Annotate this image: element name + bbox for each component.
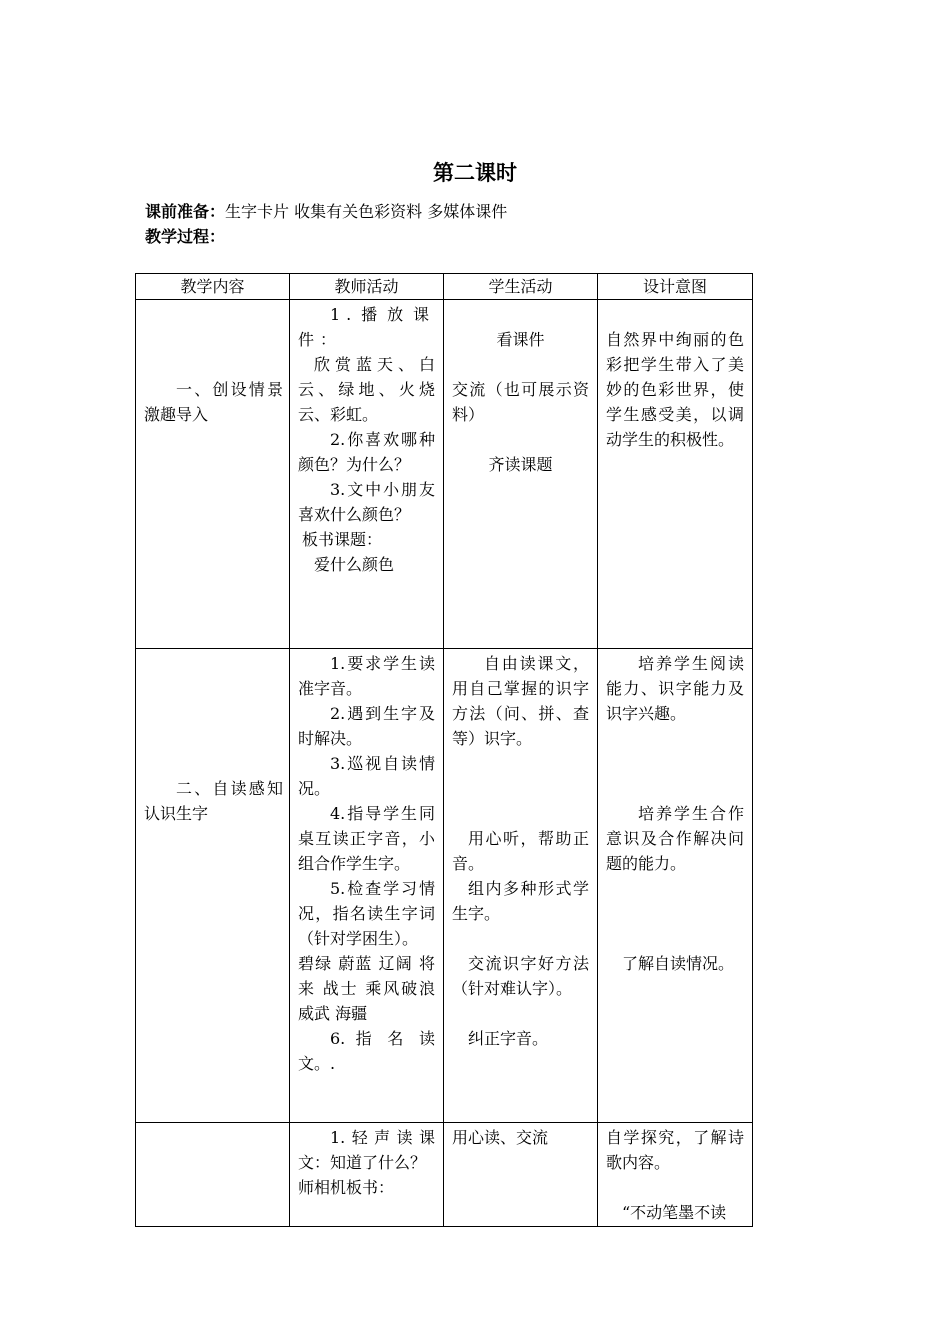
row2-student-1: 自由读课文，用自己掌握的识字方法（问、拼、查等）识字。 [452, 654, 589, 748]
row2-intent-cell [598, 649, 753, 1123]
row2-student-3: 组内多种形式学生字。 [452, 879, 589, 923]
prep-text: 生字卡片 收集有关色彩资料 多媒体课件 [225, 202, 508, 221]
row2-content-cell [136, 649, 290, 1123]
row1-content-cell [136, 300, 290, 649]
row3-teacher-2: 师相机板书： [298, 1178, 395, 1197]
row3-content-cell [136, 1123, 290, 1227]
row2-teacher-3: 3.巡视自读情况。 [298, 754, 435, 798]
row2-teacher-1: 1.要求学生读准字音。 [298, 654, 435, 698]
row2-teacher-7: 6. 指 名 读 文。. [298, 1029, 435, 1073]
row1-intent-cell [598, 300, 753, 649]
lesson-table [135, 273, 753, 1227]
teaching-process [145, 225, 225, 249]
page-title: 第二课时 [433, 161, 517, 185]
lesson-prep [145, 200, 507, 224]
header-content: 教学内容 [136, 274, 290, 300]
row1-teacher-3: 2.你喜欢哪种颜色？为什么？ [298, 430, 435, 474]
row2-student-2: 用心听，帮助正音。 [452, 829, 589, 873]
row2-intent-1: 培养学生阅读能力、识字能力及识字兴趣。 [606, 654, 744, 723]
row2-teacher-4: 4.指导学生同桌互读正字音，小组合作学生字。 [298, 804, 435, 873]
header-student: 学生活动 [444, 274, 598, 300]
row1-content: 一、创设情景激趣导入 [144, 380, 283, 424]
row1-student-cell [444, 300, 598, 649]
table-row [136, 649, 753, 1123]
row3-student-1: 用心读、交流 [452, 1128, 549, 1147]
row2-teacher-5: 5.检查学习情况，指名读生字词（针对学困生）。 [298, 879, 435, 948]
row2-student-5: 纠正字音。 [468, 1029, 549, 1048]
row1-teacher-4: 3.文中小朋友喜欢什么颜色？ [298, 480, 435, 524]
row2-intent-2: 培养学生合作意识及合作解决问题的能力。 [606, 804, 744, 873]
row1-student-1: 看课件 [496, 330, 545, 349]
row2-student-cell [444, 649, 598, 1123]
row3-intent-cell [598, 1123, 753, 1227]
row2-teacher-2: 2.遇到生字及时解决。 [298, 704, 435, 748]
row2-teacher-6: 碧绿 蔚蓝 辽阔 将来 战士 乘风破浪 威武 海疆 [298, 954, 435, 1023]
row1-intent-1: 自然界中绚丽的色彩把学生带入了美妙的色彩世界，使学生感受美，以调动学生的积极性。 [606, 330, 744, 449]
row1-student-2: 交流（也可展示资料） [452, 380, 589, 424]
row1-teacher-5: 板书课题： [302, 530, 383, 549]
process-label: 教学过程： [145, 227, 226, 246]
prep-label: 课前准备： [145, 202, 226, 221]
row1-student-3: 齐读课题 [488, 455, 553, 474]
row3-teacher-1: 1.轻声读课文：知道了什么？ [298, 1128, 435, 1172]
table-header-row [136, 274, 753, 300]
row1-teacher-cell [290, 300, 444, 649]
row2-content: 二、自读感知认识生字 [144, 779, 283, 823]
table-row [136, 1123, 753, 1227]
row1-teacher-6: 爱什么颜色 [314, 555, 395, 574]
header-intent: 设计意图 [598, 274, 753, 300]
row3-intent-2: “不动笔墨不读 [622, 1203, 727, 1222]
row1-teacher-2: 欣赏蓝天、白云、绿地、火烧云、彩虹。 [298, 355, 435, 424]
row2-intent-3: 了解自读情况。 [622, 954, 735, 973]
row2-teacher-cell [290, 649, 444, 1123]
row1-teacher-1: 1.播放课件： [298, 305, 435, 349]
header-teacher: 教师活动 [290, 274, 444, 300]
table-row [136, 300, 753, 649]
row3-student-cell [444, 1123, 598, 1227]
row3-intent-1: 自学探究，了解诗歌内容。 [606, 1128, 744, 1172]
row2-student-4: 交流识字好方法（针对难认字）。 [452, 954, 589, 998]
row3-teacher-cell [290, 1123, 444, 1227]
